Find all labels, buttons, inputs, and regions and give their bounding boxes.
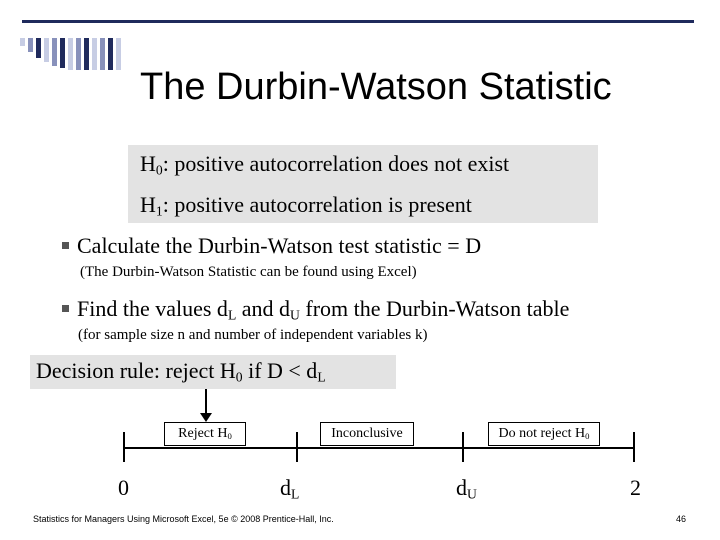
page-number: 46 [676,514,687,524]
inconclusive-label-text: Inconclusive [331,426,403,441]
tick-label-dl [280,475,299,502]
null-hypothesis-sub: 0 [155,162,163,178]
down-arrow-icon [196,389,216,423]
tick-du [462,432,464,462]
alt-hypothesis-sub: 1 [155,203,163,219]
decision-rule-text [36,358,326,385]
null-hypothesis-h: H [140,151,156,176]
tick-two [633,432,635,462]
bullet-find-note: (for sample size n and number of independent variables k) [78,327,428,343]
bullet-calculate [62,233,481,259]
alternative-hypothesis [140,192,472,219]
null-hypothesis [140,151,509,178]
reject-region-label [164,422,246,446]
hypothesis-box [128,145,598,223]
bullet-find-pre: Find the values d [77,296,228,321]
decorative-header [0,0,720,70]
bullet-find-sub-l: L [227,307,237,323]
stripe-decoration [0,0,720,70]
tick-label-zero: 0 [118,475,129,500]
decision-rule-box [30,355,396,389]
tick-du-sub: U [467,486,477,502]
tick-label-du [456,475,477,502]
null-hypothesis-text: : positive autocorrelation does not exist [162,151,510,176]
tick-zero [123,432,125,462]
bullet-find-values [62,296,569,323]
bullet-find-mid: and d [236,296,291,321]
decision-sub-l: L [317,369,326,385]
alt-hypothesis-h: H [140,192,156,217]
tick-du-text: d [456,475,467,500]
bullet-calculate-note: (The Durbin-Watson Statistic can be found using Excel) [80,264,417,280]
decision-mid: if D < d [242,358,318,383]
decision-sub-0: 0 [235,369,243,385]
decision-pre: Decision rule: reject H [36,358,236,383]
tick-dl-sub: L [291,486,300,502]
no-reject-label-text: Do not reject H [498,426,586,441]
tick-dl-text: d [280,475,291,500]
tick-dl [296,432,298,462]
number-line [124,447,634,449]
no-reject-label-sub: 0 [585,431,590,442]
reject-label-text: Reject H [178,426,228,441]
alt-hypothesis-text: : positive autocorrelation is present [162,192,472,217]
footer-credit: Statistics for Managers Using Microsoft Excel, 5e © 2008 Prentice-Hall, Inc. [33,514,334,524]
bullet-calculate-text: Calculate the Durbin-Watson test statistic = D [77,233,482,258]
bullet-marker [62,305,69,312]
slide-title: The Durbin-Watson Statistic [140,66,612,108]
bullet-find-post: from the Durbin-Watson table [299,296,570,321]
bullet-marker [62,242,69,249]
bullet-find-sub-u: U [290,307,300,323]
reject-label-sub: 0 [227,431,232,442]
inconclusive-region-label [320,422,414,446]
tick-label-two: 2 [630,475,641,500]
no-reject-region-label [488,422,600,446]
